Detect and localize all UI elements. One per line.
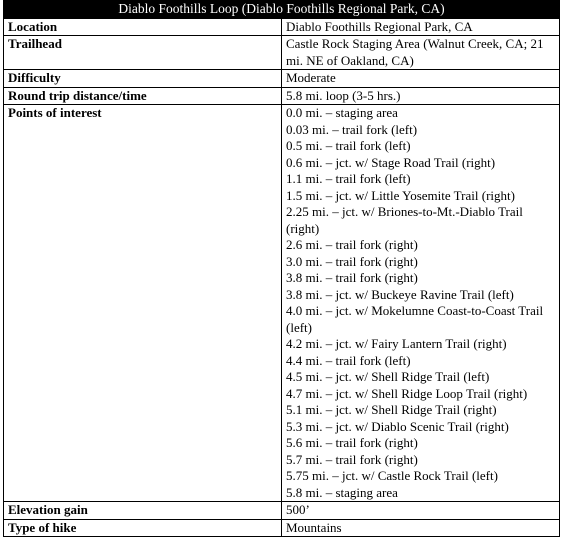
- poi-item: 1.5 mi. – jct. w/ Little Yosemite Trail (right): [286, 187, 515, 203]
- poi-item: 5.3 mi. – jct. w/ Diablo Scenic Trail (right): [286, 418, 509, 434]
- table-row-elevation: [4, 502, 560, 520]
- table-row-trailhead: [4, 36, 560, 70]
- poi-item: 0.5 mi. – trail fork (left): [286, 138, 411, 153]
- type-value: Mountains: [282, 519, 560, 537]
- poi-item: 3.8 mi. – trail fork (right): [286, 270, 418, 285]
- poi-item: 0.6 mi. – jct. w/ Stage Road Trail (right): [286, 154, 496, 170]
- type-label: Type of hike: [4, 519, 282, 537]
- table-row-difficulty: [4, 70, 560, 88]
- points-of-interest-label: Points of interest: [4, 105, 282, 502]
- table-row-distance: [4, 87, 560, 105]
- table-row-location: [4, 18, 560, 36]
- poi-item: 0.0 mi. – staging area: [286, 105, 398, 120]
- table-row-type: [4, 519, 560, 537]
- poi-item: 5.1 mi. – jct. w/ Shell Ridge Trail (right): [286, 402, 497, 417]
- elevation-value: 500’: [282, 502, 560, 520]
- poi-item: 3.0 mi. – trail fork (right): [286, 253, 418, 269]
- table-title: Diablo Foothills Loop (Diablo Foothills Regional Park, CA): [4, 1, 560, 19]
- poi-item: 2.6 mi. – trail fork (right): [286, 237, 418, 252]
- difficulty-label: Difficulty: [4, 70, 282, 88]
- trailhead-label: Trailhead: [4, 36, 282, 70]
- poi-item: 1.1 mi. – trail fork (left): [286, 171, 411, 186]
- poi-item: 4.5 mi. – jct. w/ Shell Ridge Trail (left): [286, 369, 490, 384]
- table-row-points-of-interest: [4, 105, 560, 502]
- poi-item: 4.7 mi. – jct. w/ Shell Ridge Loop Trail (right): [286, 385, 528, 401]
- points-of-interest-list: [282, 105, 560, 502]
- elevation-label: Elevation gain: [4, 502, 282, 520]
- poi-item: 5.75 mi. – jct. w/ Castle Rock Trail (left): [286, 468, 498, 483]
- hike-info-table: [3, 0, 560, 537]
- poi-item: 0.03 mi. – trail fork (left): [286, 121, 418, 137]
- distance-value: 5.8 mi. loop (3-5 hrs.): [282, 87, 560, 105]
- trailhead-value: Castle Rock Staging Area (Walnut Creek, CA; 21 mi. NE of Oakland, CA): [282, 36, 560, 70]
- poi-item: 3.8 mi. – jct. w/ Buckeye Ravine Trail (left): [286, 286, 514, 302]
- poi-item: 4.4 mi. – trail fork (left): [286, 352, 411, 368]
- poi-item: 2.25 mi. – jct. w/ Briones-to-Mt.-Diablo Trail (right): [286, 204, 523, 236]
- poi-item: 5.6 mi. – trail fork (right): [286, 435, 418, 450]
- poi-item: 5.8 mi. – staging area: [286, 484, 398, 500]
- poi-item: 4.2 mi. – jct. w/ Fairy Lantern Trail (right): [286, 336, 507, 351]
- difficulty-value: Moderate: [282, 70, 560, 88]
- title-row: [4, 1, 560, 19]
- poi-item: 5.7 mi. – trail fork (right): [286, 451, 418, 467]
- location-label: Location: [4, 18, 282, 36]
- hike-info-table-wrapper: [3, 0, 560, 537]
- distance-label: Round trip distance/time: [4, 87, 282, 105]
- location-value: Diablo Foothills Regional Park, CA: [282, 18, 560, 36]
- poi-item: 4.0 mi. – jct. w/ Mokelumne Coast-to-Coast Trail (left): [286, 303, 544, 335]
